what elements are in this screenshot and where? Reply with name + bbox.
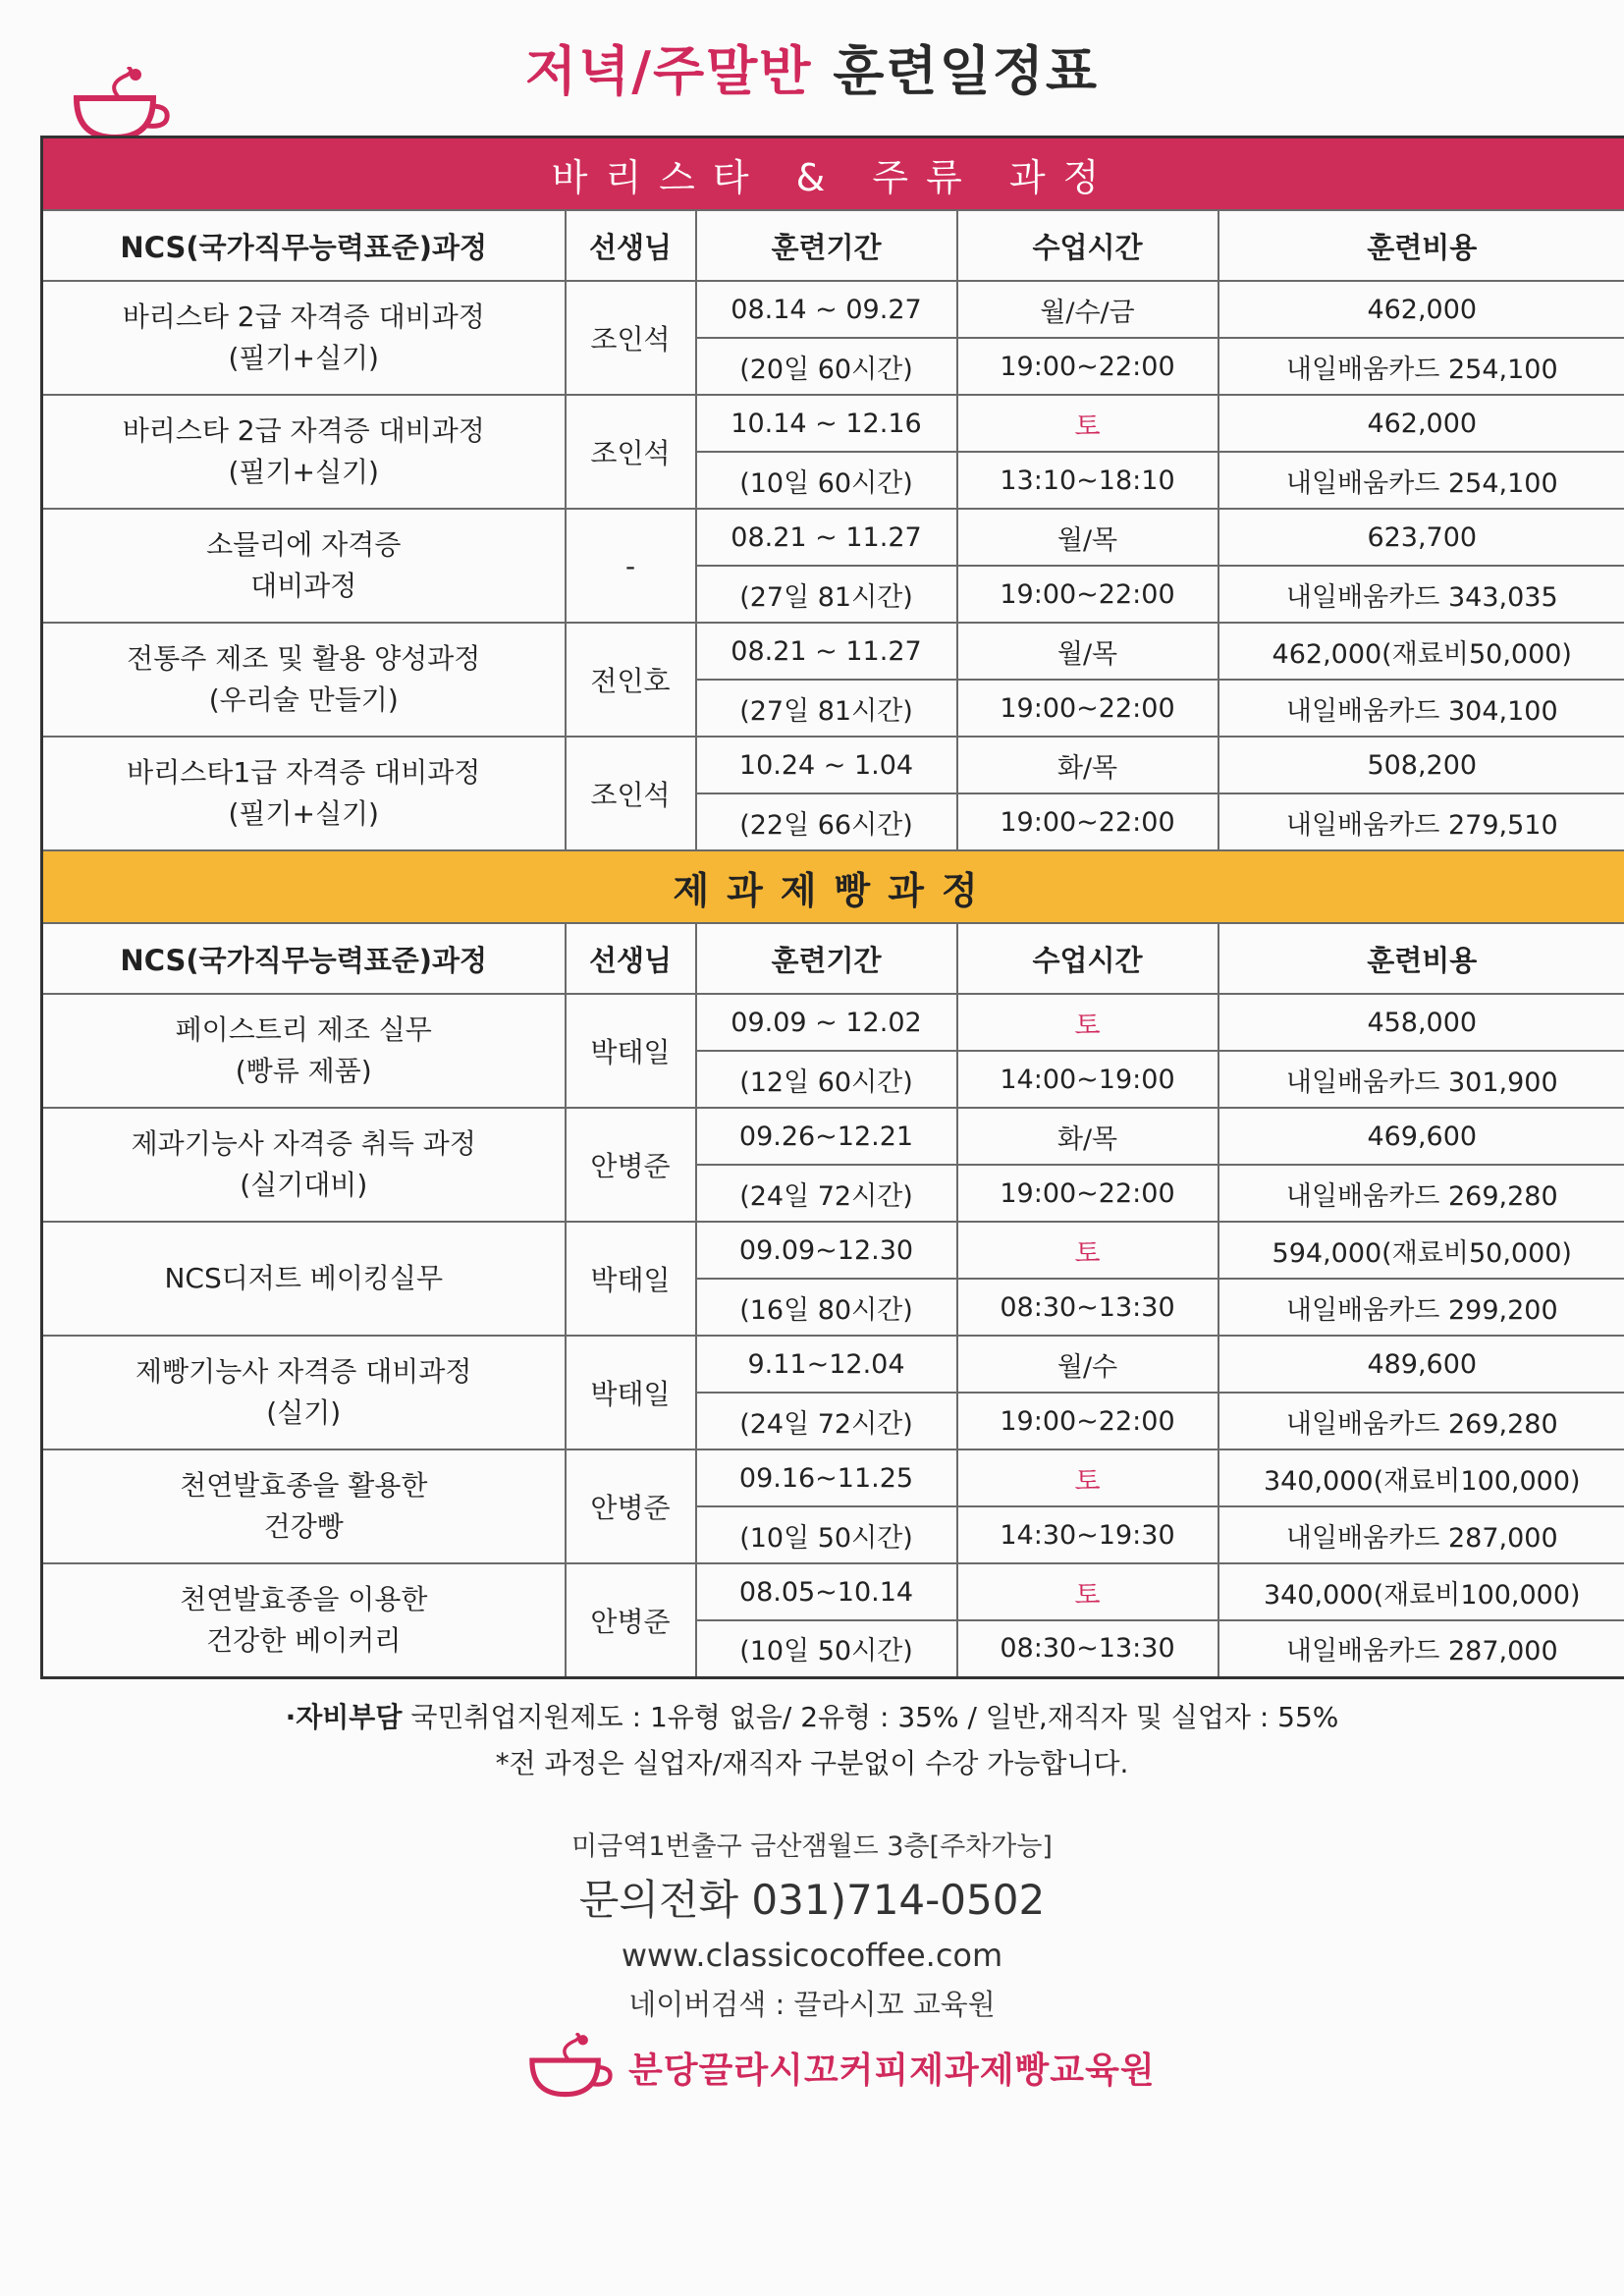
class-days: 토	[957, 1449, 1218, 1506]
training-hours: (10일 50시간)	[696, 1620, 957, 1677]
brand-name: 분당끌라시꼬커피제과제빵교육원	[628, 2050, 1156, 2091]
course-name: 페이스트리 제조 실무 (빵류 제품)	[42, 994, 566, 1108]
training-period: 09.09 ~ 12.02	[696, 994, 957, 1051]
class-time: 08:30~13:30	[957, 1279, 1218, 1336]
column-header: 훈련비용	[1218, 923, 1624, 994]
website-link[interactable]: www.classicocoffee.com	[621, 1937, 1003, 1974]
section-title: 제과제빵과정	[42, 850, 1624, 923]
card-fee: 내일배움카드 287,000	[1218, 1620, 1624, 1677]
training-hours: (24일 72시간)	[696, 1393, 957, 1449]
course-name: 전통주 제조 및 활용 양성과정 (우리술 만들기)	[42, 623, 566, 737]
coffee-cup-icon	[525, 2033, 619, 2102]
training-fee: 340,000(재료비100,000)	[1218, 1563, 1624, 1620]
class-time: 19:00~22:00	[957, 338, 1218, 395]
training-period: 09.09~12.30	[696, 1222, 957, 1279]
column-header: 수업시간	[957, 210, 1218, 281]
class-days: 화/목	[957, 1108, 1218, 1165]
class-days: 월/수	[957, 1336, 1218, 1393]
training-fee: 462,000	[1218, 281, 1624, 338]
table-row	[42, 1108, 1624, 1165]
table-row	[42, 1563, 1624, 1620]
class-time: 14:00~19:00	[957, 1051, 1218, 1108]
class-time: 19:00~22:00	[957, 793, 1218, 850]
class-days: 화/목	[957, 737, 1218, 793]
course-name: 천연발효종을 활용한 건강빵	[42, 1449, 566, 1563]
training-fee: 508,200	[1218, 737, 1624, 793]
class-days: 토	[957, 395, 1218, 452]
column-header: 선생님	[566, 923, 696, 994]
training-period: 08.14 ~ 09.27	[696, 281, 957, 338]
column-header: 수업시간	[957, 923, 1218, 994]
title-highlight: 저녁/주말반	[524, 40, 813, 102]
training-fee: 623,700	[1218, 509, 1624, 566]
teacher-name: 박태일	[566, 1222, 696, 1336]
course-name: 제과기능사 자격증 취득 과정 (실기대비)	[42, 1108, 566, 1222]
class-time: 19:00~22:00	[957, 680, 1218, 737]
table-row	[42, 395, 1624, 452]
self-pay-label: ·자비부담	[285, 1701, 403, 1733]
class-days: 토	[957, 994, 1218, 1051]
table-row	[42, 737, 1624, 793]
training-hours: (27일 81시간)	[696, 566, 957, 623]
class-time: 19:00~22:00	[957, 566, 1218, 623]
teacher-name: 박태일	[566, 1336, 696, 1449]
schedule-table	[40, 136, 1624, 1679]
course-name: 제빵기능사 자격증 대비과정 (실기)	[42, 1336, 566, 1449]
training-period: 09.26~12.21	[696, 1108, 957, 1165]
training-period: 9.11~12.04	[696, 1336, 957, 1393]
teacher-name: 안병준	[566, 1563, 696, 1677]
training-fee: 458,000	[1218, 994, 1624, 1051]
training-period: 08.21 ~ 11.27	[696, 623, 957, 680]
training-fee: 594,000(재료비50,000)	[1218, 1222, 1624, 1279]
course-name: 천연발효종을 이용한 건강한 베이커리	[42, 1563, 566, 1677]
training-fee: 489,600	[1218, 1336, 1624, 1393]
teacher-name: 조인석	[566, 395, 696, 509]
training-hours: (12일 60시간)	[696, 1051, 957, 1108]
class-time: 13:10~18:10	[957, 452, 1218, 509]
page-title	[0, 29, 1624, 105]
card-fee: 내일배움카드 287,000	[1218, 1506, 1624, 1563]
training-hours: (10일 60시간)	[696, 452, 957, 509]
column-header: NCS(국가직무능력표준)과정	[42, 923, 566, 994]
table-row	[42, 994, 1624, 1051]
title-main: 훈련일정표	[833, 40, 1100, 102]
teacher-name: 전인호	[566, 623, 696, 737]
column-header-row	[42, 923, 1624, 994]
course-name: NCS디저트 베이킹실무	[42, 1222, 566, 1336]
teacher-name: 조인석	[566, 737, 696, 850]
card-fee: 내일배움카드 279,510	[1218, 793, 1624, 850]
training-period: 10.24 ~ 1.04	[696, 737, 957, 793]
training-fee: 469,600	[1218, 1108, 1624, 1165]
table-row	[42, 1336, 1624, 1393]
all-courses-note: *전 과정은 실업자/재직자 구분없이 수강 가능합니다.	[495, 1747, 1129, 1779]
card-fee: 내일배움카드 254,100	[1218, 338, 1624, 395]
self-pay-text: 국민취업지원제도 : 1유형 없음/ 2유형 : 35% / 일반,재직자 및 실업자 : 55%	[410, 1701, 1339, 1733]
section-title: 바리스타 & 주류 과정	[42, 137, 1624, 211]
teacher-name: 안병준	[566, 1449, 696, 1563]
class-time: 08:30~13:30	[957, 1620, 1218, 1677]
training-fee: 462,000(재료비50,000)	[1218, 623, 1624, 680]
course-name: 바리스타 2급 자격증 대비과정 (필기+실기)	[42, 281, 566, 395]
card-fee: 내일배움카드 343,035	[1218, 566, 1624, 623]
brand-footer	[525, 2033, 1156, 2102]
column-header: 훈련비용	[1218, 210, 1624, 281]
phone-number[interactable]: 문의전화 031)714-0502	[578, 1876, 1046, 1924]
table-row	[42, 1449, 1624, 1506]
training-hours: (27일 81시간)	[696, 680, 957, 737]
training-hours: (22일 66시간)	[696, 793, 957, 850]
class-time: 19:00~22:00	[957, 1393, 1218, 1449]
naver-search-note: 네이버검색 : 끌라시꼬 교육원	[628, 1988, 996, 2021]
teacher-name: -	[566, 509, 696, 623]
training-hours: (16일 80시간)	[696, 1279, 957, 1336]
column-header: 선생님	[566, 210, 696, 281]
training-hours: (24일 72시간)	[696, 1165, 957, 1222]
table-row	[42, 281, 1624, 338]
card-fee: 내일배움카드 269,280	[1218, 1393, 1624, 1449]
teacher-name: 조인석	[566, 281, 696, 395]
training-hours: (10일 50시간)	[696, 1506, 957, 1563]
class-time: 14:30~19:30	[957, 1506, 1218, 1563]
section-header	[42, 850, 1624, 923]
column-header: 훈련기간	[696, 923, 957, 994]
table-row	[42, 623, 1624, 680]
course-name: 소믈리에 자격증 대비과정	[42, 509, 566, 623]
table-row	[42, 509, 1624, 566]
section-header	[42, 137, 1624, 211]
table-row	[42, 1222, 1624, 1279]
teacher-name: 박태일	[566, 994, 696, 1108]
training-period: 08.21 ~ 11.27	[696, 509, 957, 566]
card-fee: 내일배움카드 254,100	[1218, 452, 1624, 509]
card-fee: 내일배움카드 269,280	[1218, 1165, 1624, 1222]
class-days: 토	[957, 1563, 1218, 1620]
training-hours: (20일 60시간)	[696, 338, 957, 395]
column-header: 훈련기간	[696, 210, 957, 281]
column-header: NCS(국가직무능력표준)과정	[42, 210, 566, 281]
column-header-row	[42, 210, 1624, 281]
training-fee: 340,000(재료비100,000)	[1218, 1449, 1624, 1506]
card-fee: 내일배움카드 304,100	[1218, 680, 1624, 737]
course-name: 바리스타1급 자격증 대비과정 (필기+실기)	[42, 737, 566, 850]
training-period: 10.14 ~ 12.16	[696, 395, 957, 452]
class-time: 19:00~22:00	[957, 1165, 1218, 1222]
course-name: 바리스타 2급 자격증 대비과정 (필기+실기)	[42, 395, 566, 509]
training-period: 09.16~11.25	[696, 1449, 957, 1506]
class-days: 월/목	[957, 509, 1218, 566]
training-fee: 462,000	[1218, 395, 1624, 452]
address: 미금역1번출구 금산잼월드 3층[주차가능]	[571, 1831, 1053, 1862]
class-days: 토	[957, 1222, 1218, 1279]
class-days: 월/목	[957, 623, 1218, 680]
card-fee: 내일배움카드 301,900	[1218, 1051, 1624, 1108]
class-days: 월/수/금	[957, 281, 1218, 338]
teacher-name: 안병준	[566, 1108, 696, 1222]
self-pay-note	[0, 1696, 1624, 1735]
card-fee: 내일배움카드 299,200	[1218, 1279, 1624, 1336]
training-period: 08.05~10.14	[696, 1563, 957, 1620]
